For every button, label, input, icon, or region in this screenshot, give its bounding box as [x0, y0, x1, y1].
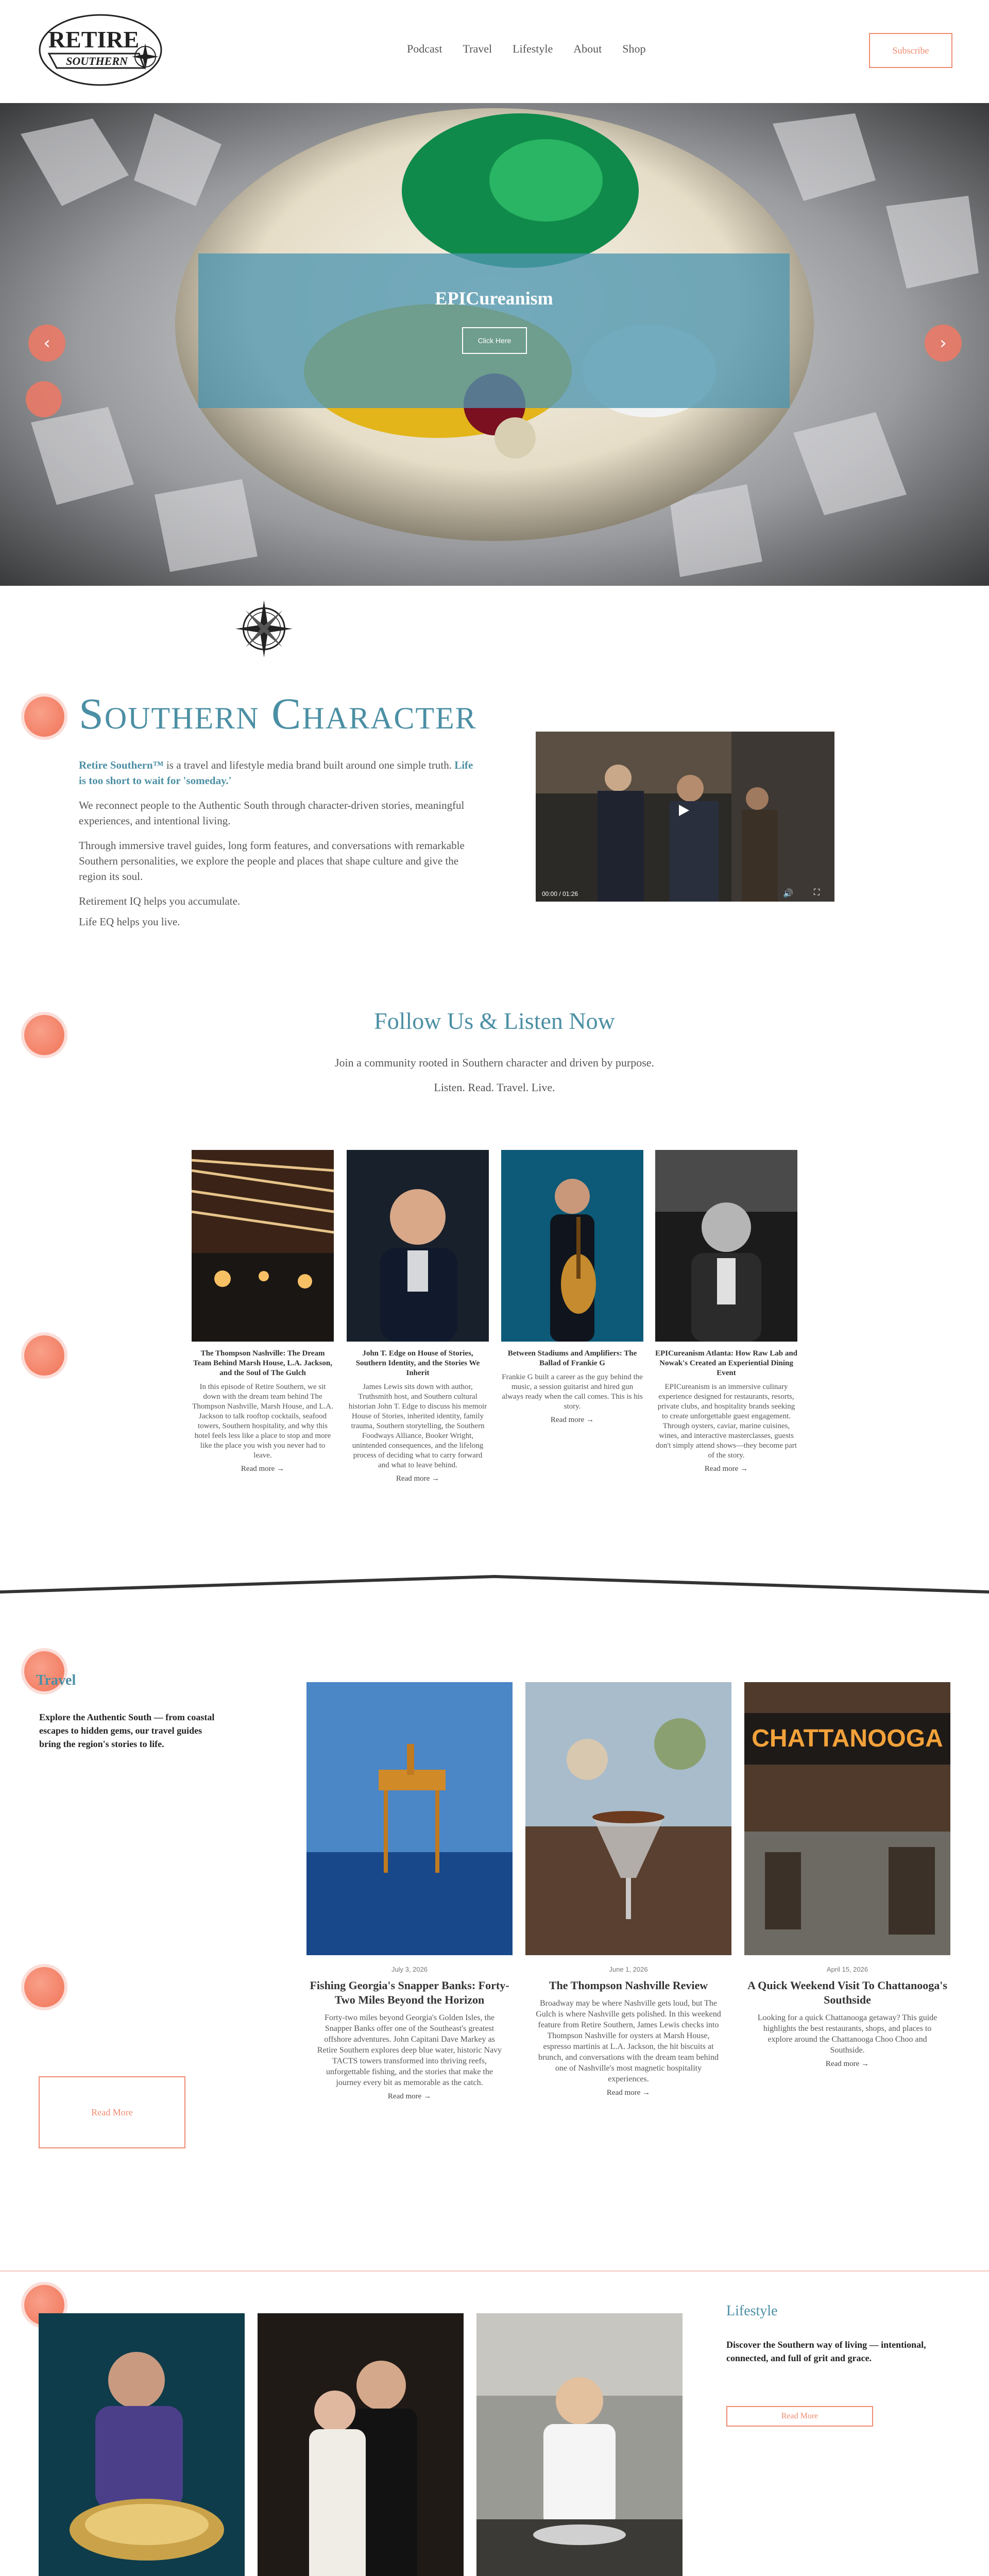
retire-southern-logo[interactable]	[36, 11, 165, 89]
nav-lifestyle[interactable]: Lifestyle	[513, 42, 553, 55]
article-read-more-link[interactable]: Read more →	[606, 2089, 651, 2097]
podcast-title[interactable]: Between Stadiums and Amplifiers: The Ballad of Frankie G	[507, 1349, 637, 1367]
podcast-image	[192, 1150, 334, 1342]
travel-read-more-button[interactable]: Read More	[39, 2076, 185, 2148]
lifestyle-read-more-button[interactable]: Read More	[726, 2406, 873, 2427]
article-title[interactable]: The Thompson Nashville Review	[549, 1979, 708, 1992]
podcast-read-more-link[interactable]: Read more →	[241, 1465, 285, 1473]
nav-shop[interactable]: Shop	[622, 42, 646, 55]
article-date: June 1, 2026	[609, 1965, 648, 1973]
nav-travel[interactable]: Travel	[463, 42, 492, 55]
hero-prev-arrow-icon[interactable]: ‹	[28, 325, 65, 362]
podcast-card[interactable]	[655, 1150, 797, 1473]
section-separator	[0, 2270, 989, 2272]
fullscreen-icon[interactable]: ⛶	[814, 888, 820, 897]
travel-article-image	[525, 1682, 731, 1955]
podcast-description: Frankie G built a career as the guy behind the music, a session guitarist and hired gun always ready when the call comes. This is his story.	[502, 1373, 643, 1411]
lifestyle-section-label: Lifestyle	[726, 2303, 778, 2319]
play-icon[interactable]	[677, 804, 690, 817]
southern-character-body	[79, 757, 481, 939]
podcast-title[interactable]: The Thompson Nashville: The Dream Team Behind Marsh House, L.A. Jackson, and the Soul of The Gulch	[193, 1349, 332, 1377]
hero-next-arrow-icon[interactable]: ›	[925, 325, 962, 362]
intro-text: is a travel and lifestyle media brand built around one simple truth.	[163, 759, 455, 771]
article-description: Broadway may be where Nashville gets loud, but The Gulch is where Nashville gets polished. In this weekend feature from Retire Southern, James Lewis checks into Thompson Nashville for oysters at Marsh House, espresso martinis at L.A. Jackson, the hit biscuits at brunch, and conversations with the dream team behind one of Nashville's most magnetic hospitality experiences.	[536, 1999, 721, 2083]
logo-text-top: RETIRE	[48, 26, 140, 53]
nav-podcast[interactable]: Podcast	[407, 42, 442, 55]
floating-accent-dot	[24, 1967, 64, 2007]
lifestyle-article-image	[476, 2313, 683, 2576]
main-nav	[407, 42, 646, 56]
podcast-read-more-link[interactable]: Read more →	[550, 1416, 594, 1424]
podcast-title[interactable]: John T. Edge on House of Stories, Southern Identity, and the Stories We Inherit	[355, 1349, 480, 1377]
section-divider	[0, 1571, 989, 1607]
lifestyle-article-card[interactable]	[39, 2313, 245, 2576]
nav-about[interactable]: About	[573, 42, 602, 55]
compass-icon	[234, 599, 294, 658]
lifestyle-article-card[interactable]	[258, 2313, 464, 2576]
hero-slider	[0, 103, 989, 586]
subscribe-button[interactable]: Subscribe	[869, 33, 952, 68]
logo-text-bottom: SOUTHERN	[66, 55, 128, 67]
hero-slide-indicator[interactable]	[26, 381, 62, 417]
podcast-description: James Lewis sits down with author, Truthsmith host, and Southern cultural historian John T. Edge to discuss his memoir House of Stories, inherited identity, family trauma, Southern storytelling, the Southern Foodways Alliance, Booker Wright, unintended consequences, and the lifelong process of deciding what to carry forward and what to leave behind.	[348, 1383, 487, 1469]
article-title[interactable]: A Quick Weekend Visit To Chattanooga's Southside	[747, 1979, 947, 2006]
video-controls	[536, 886, 834, 902]
article-date: July 3, 2026	[391, 1965, 428, 1973]
video-time: 00:00 / 01:26	[542, 890, 578, 897]
article-read-more-link[interactable]: Read more →	[387, 2092, 432, 2100]
hero-title: EPICureanism	[435, 288, 553, 309]
travel-article-card[interactable]	[525, 1682, 731, 2097]
follow-us-title: Follow Us & Listen Now	[374, 1008, 615, 1034]
podcast-title[interactable]: EPICureanism Atlanta: How Raw Lab and Nowak's Created an Experiential Dining Event	[655, 1349, 798, 1377]
podcast-card[interactable]	[347, 1150, 489, 1483]
floating-accent-dot	[24, 697, 64, 737]
hero-click-here-button[interactable]: Click Here	[462, 327, 527, 354]
podcast-card[interactable]	[192, 1150, 334, 1473]
lifestyle-article-image	[258, 2313, 464, 2576]
lifestyle-section-description: Discover the Southern way of living — intentional, connected, and full of grit and grace.	[726, 2340, 926, 2363]
southern-character-title: Southern Character	[79, 689, 477, 738]
travel-article-card[interactable]	[306, 1682, 513, 2101]
podcast-description: In this episode of Retire Southern, we sit down with the dream team behind The Thompson Nashville, Marsh House, and L.A. Jackson to talk rooftop cocktails, seafood towers, Southern hospitality, and why this hotel feels less like a place to stop and more like the place you wish you never had to leave.	[192, 1383, 333, 1460]
podcast-image	[347, 1150, 489, 1342]
podcast-read-more-link[interactable]: Read more →	[704, 1465, 748, 1473]
volume-icon[interactable]: 🔊	[783, 889, 793, 898]
article-description: Looking for a quick Chattanooga getaway? This guide highlights the best restaurants, shops, and places to explore around the Chattanooga Choo Choo and Southside.	[757, 2013, 937, 2055]
podcast-image	[655, 1150, 797, 1342]
article-date: April 15, 2026	[826, 1965, 868, 1973]
article-read-more-link[interactable]: Read more →	[825, 2060, 869, 2068]
intro-paragraph-3: Through immersive travel guides, long form features, and conversations with remarkable Southern personalities, we explore the people and places that shape culture and give the region its soul.	[79, 839, 465, 883]
podcast-description: EPICureanism is an immersive culinary experience designed for restaurants, resorts, private clubs, and hospitality brands seeking to create unforgettable guest engagement. Through oysters, caviar, marine cuisines, wines, and interactive masterclasses, guests don't simply attend shows—they become part of the story.	[656, 1383, 797, 1460]
floating-accent-dot	[24, 1335, 64, 1376]
travel-section-label: Travel	[36, 1672, 76, 1688]
podcast-card[interactable]	[501, 1150, 643, 1425]
intro-paragraph-5: Life EQ helps you live.	[79, 916, 180, 928]
svg-text:CHATTANOOGA: CHATTANOOGA	[752, 1725, 943, 1752]
article-description: Forty-two miles beyond Georgia's Golden Isles, the Snapper Banks offer one of the Southeast's greatest offshore adventures. John Capitani Dave Markey as Retire Southern explores deep blue water, historic Navy TACTS towers transformed into thriving reefs, unforgettable fishing, and the stories that make the journey every bit as memorable as the catch.	[317, 2013, 502, 2087]
article-title[interactable]: Fishing Georgia's Snapper Banks: Forty-Two Miles Beyond the Horizon	[310, 1979, 509, 2006]
lifestyle-article-card[interactable]	[476, 2313, 683, 2576]
intro-paragraph-4: Retirement IQ helps you accumulate.	[79, 895, 241, 907]
follow-us-tagline: Listen. Read. Travel. Live.	[434, 1081, 555, 1094]
follow-us-subtitle: Join a community rooted in Southern character and driven by purpose.	[334, 1056, 655, 1069]
intro-emphasis: Life is too short to wait for 'someday.'	[79, 759, 473, 787]
travel-section-description: Explore the Authentic South — from coastal escapes to hidden gems, our travel guides bring the region's stories to life.	[39, 1712, 215, 1749]
podcast-image	[501, 1150, 643, 1342]
site-header	[0, 0, 989, 103]
podcast-read-more-link[interactable]: Read more →	[396, 1475, 440, 1483]
brand-name: Retire Southern™	[79, 759, 164, 771]
travel-article-image	[306, 1682, 513, 1955]
intro-paragraph-2: We reconnect people to the Authentic South through character-driven stories, meaningful experiences, and intentional living.	[79, 799, 465, 827]
lifestyle-article-image	[39, 2313, 245, 2576]
travel-article-card[interactable]	[744, 1682, 950, 2069]
travel-article-image	[744, 1682, 950, 1955]
